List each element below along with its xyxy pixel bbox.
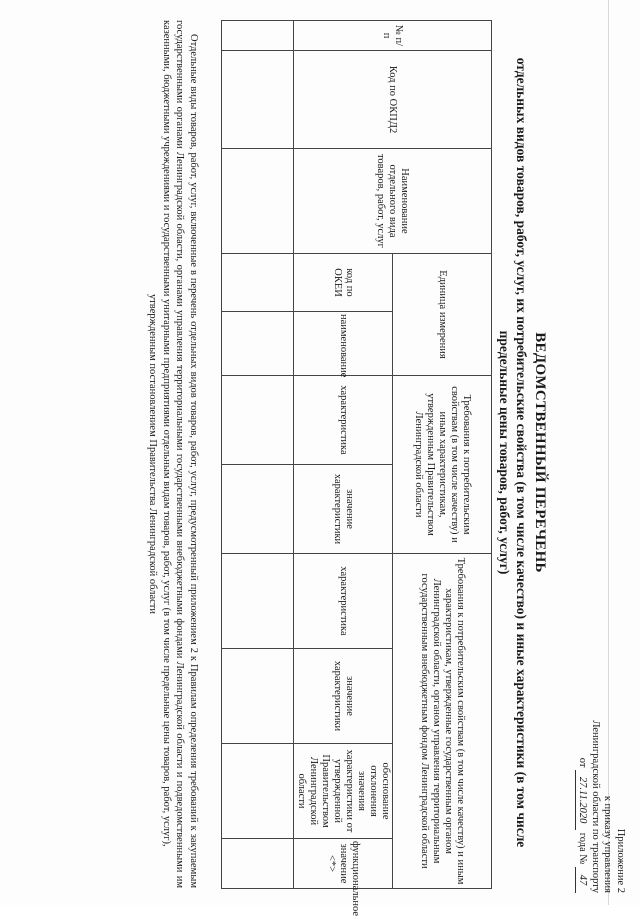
col-header-gov-requirements: Требования к потребительским свойствам (в том числе качеству) и иным характеристикам, утвержденным Правительством Ленинградской области [393, 376, 492, 554]
footnote-text: Отдельные виды товаров, работ, услуг, включенные в перечень отдельных видов товаров, работ, услуг, предусмотренный приложением 2 к Правилам определения требований к закупаемым государственными органами Ленинградской области, органами управления территориальными государственными внебюджетными фондами Ленинградской области и подведомственными им казенными, бюджетными учреждениями и государственными унитарными предприятиями отдельным видам товаров, работ, услуг (в том числе предельные цены товаров, работ, услуг), [161, 20, 199, 888]
empty-cell [222, 649, 294, 744]
col-header-dept-requirements: Требования к потребительским свойствам (в том числе качеству) и иным характеристикам, утвержденные государственным органом Ленинградской области, органом управления территориальным государственным внебюджетным фондом Ленинградской области [393, 554, 492, 889]
col-header-name: Наименование отдельного вида товаров, работ, услуг [294, 149, 492, 254]
empty-cell [222, 839, 294, 889]
col-header-gov-characteristic: характеристика [294, 376, 393, 465]
empty-cell [222, 51, 294, 149]
empty-cell [222, 376, 294, 465]
empty-cell [222, 21, 294, 51]
empty-cell [222, 312, 294, 376]
col-header-dept-characteristic: характеристика [294, 554, 393, 649]
appendix-header [575, 633, 626, 893]
col-header-unit-name: наименование [294, 312, 393, 376]
document-subtitle: отдельных видов товаров, работ, услуг, их потребительские свойства (в том числе качество) и иные характеристики (в том числе предельные цены товаров, работ, услуг) [497, 57, 529, 848]
col-header-dept-functional: функциональное значение <*> [294, 839, 393, 889]
appendix-from-label: от [577, 757, 589, 768]
handwritten-date: 27.11.2020 [575, 770, 589, 830]
empty-cell [222, 254, 294, 312]
handwritten-number: 47 [575, 867, 589, 893]
empty-cell [222, 465, 294, 554]
appendix-line-1: Приложение 2 [615, 828, 626, 893]
empty-cell [222, 744, 294, 839]
col-header-gov-value: значение характеристики [294, 465, 393, 554]
footnote [146, 20, 200, 888]
document-title: ВЕДОМСТВЕННЫЙ ПЕРЕЧЕНЬ [532, 332, 548, 573]
col-header-dept-justification: обоснование отклонения значения характеристики от утвержденной Правительством Ленинградской области [294, 744, 393, 839]
appendix-line-4 [575, 633, 589, 893]
col-header-unit-code: код по ОКЕИ [294, 254, 393, 312]
footnote-last-line: утвержденным постановлением Правительства Ленинградской области [147, 293, 159, 615]
appendix-year-number-label: года № [577, 832, 589, 865]
col-header-dept-value: значение характеристики [294, 649, 393, 744]
requirements-table [221, 20, 492, 916]
col-header-number: № п/п [294, 21, 492, 51]
appendix-line-3: Ленинградской области по транспорту [590, 720, 601, 893]
col-header-okpd: Код по ОКПД2 [294, 51, 492, 149]
appendix-line-2: к приказу управления [602, 795, 614, 893]
empty-cell [222, 554, 294, 649]
col-header-unit: Единица измерения [393, 254, 492, 376]
empty-cell [222, 149, 294, 254]
